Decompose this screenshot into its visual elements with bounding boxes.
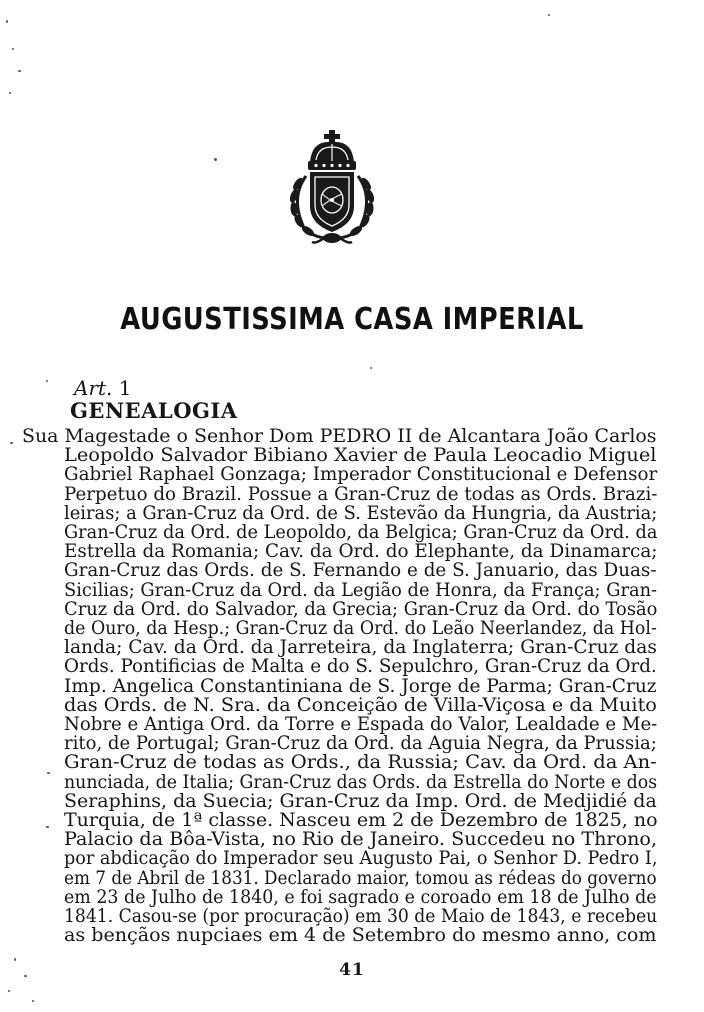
article-number: 1 — [118, 376, 132, 400]
scan-speck — [8, 990, 10, 992]
text-line: landa; Cav. da Ord. da Jarreteira, da Inglaterra; Gran-Cruz das — [64, 637, 657, 659]
scan-speck — [548, 14, 550, 16]
text-line: Gran-Cruz de todas as Ords., da Russia; Cav. da Ord. da An- — [64, 752, 657, 774]
scan-speck — [47, 772, 50, 774]
text-line: Gran-Cruz das Ords. de S. Fernando e de S. Januario, das Duas- — [64, 560, 657, 582]
text-line: de Ouro, da Hesp.; Gran-Cruz da Ord. do Leão Neerlandez, da Hol- — [64, 618, 657, 639]
section-heading: GENEALOGIA — [70, 398, 238, 423]
scan-speck — [14, 958, 16, 961]
text-line: Seraphins, da Suecia; Gran-Cruz da Imp. Ord. de Medjidié da — [64, 790, 657, 812]
text-line: Gran-Cruz da Ord. de Leopoldo, da Belgica; Gran-Cruz da Ord. da — [64, 522, 658, 543]
text-line: Sua Magestade o Senhor Dom PEDRO II de Alcantara João Carlos — [22, 426, 657, 447]
text-line: 1841. Casou-se (por procuração) em 30 de Maio de 1843, e recebeu — [64, 906, 658, 927]
text-line: rito, de Portugal; Gran-Cruz da Ord. da Aguia Negra, da Prussia; — [64, 733, 657, 755]
text-line: Leopoldo Salvador Bibiano Xavier de Paula Leocadio Miguel — [64, 445, 657, 467]
text-line: as bençãos nupciaes em 4 de Setembro do mesmo anno, com — [64, 925, 657, 947]
text-line: Gabriel Raphael Gonzaga; Imperador Constitucional e Defensor — [64, 464, 658, 486]
text-line: Imp. Angelica Constantiniana de S. Jorge de Parma; Gran-Cruz — [64, 675, 657, 697]
scan-speck — [18, 70, 21, 72]
scan-speck — [10, 442, 13, 444]
page-title: AUGUSTISSIMA CASA IMPERIAL — [120, 302, 584, 337]
text-line: em 7 de Abril de 1831. Declarado maior, tomou as rédeas do governo — [64, 867, 657, 889]
scan-speck — [9, 92, 11, 94]
text-line: Perpetuo do Brazil. Possue a Gran-Cruz de todas as Ords. Brazi- — [64, 483, 658, 505]
text-line: leiras; a Gran-Cruz da Ord. de S. Estevão da Hungria, da Austria; — [64, 502, 658, 524]
imperial-coat-of-arms-icon — [272, 128, 392, 246]
text-line: por abdicação do Imperador seu Augusto Pai, o Senhor D. Pedro I, — [64, 848, 658, 870]
text-line: Estrella da Romania; Cav. da Ord. do Elephante, da Dinamarca; — [64, 541, 658, 563]
text-line: Ords. Pontificias de Malta e do S. Sepulchro, Gran-Cruz da Ord. — [64, 656, 657, 678]
text-line: Cruz da Ord. do Salvador, da Grecia; Gran-Cruz da Ord. do Tosão — [64, 598, 658, 620]
page-number: 41 — [339, 960, 365, 980]
article-word: Art. — [74, 376, 113, 400]
scan-speck — [46, 380, 48, 382]
scan-speck — [6, 20, 8, 23]
scan-speck — [32, 1000, 34, 1002]
text-line: Turquia, de 1ª classe. Nasceu em 2 de Dezembro de 1825, no — [64, 810, 658, 831]
scan-speck — [24, 975, 27, 977]
article-label — [74, 376, 132, 400]
scan-speck — [214, 158, 217, 161]
scan-speck — [370, 367, 372, 369]
text-line: em 23 de Julho de 1840, e foi sagrado e coroado em 18 de Julho de — [64, 886, 657, 908]
text-line: Sicilias; Gran-Cruz da Ord. da Legião de Honra, da França; Gran- — [64, 579, 658, 601]
scan-speck — [46, 826, 49, 828]
text-line: Palacio da Bôa-Vista, no Rio de Janeiro. Succedeu no Throno, — [64, 829, 658, 851]
text-line: Nobre e Antiga Ord. da Torre e Espada do Valor, Lealdade e Me- — [64, 714, 658, 735]
text-line: nunciada, de Italia; Gran-Cruz das Ords. da Estrella do Norte e dos — [64, 771, 658, 793]
scan-speck — [12, 48, 14, 50]
text-line: das Ords. de N. Sra. da Conceição de Villa-Viçosa e da Muito — [64, 694, 657, 716]
